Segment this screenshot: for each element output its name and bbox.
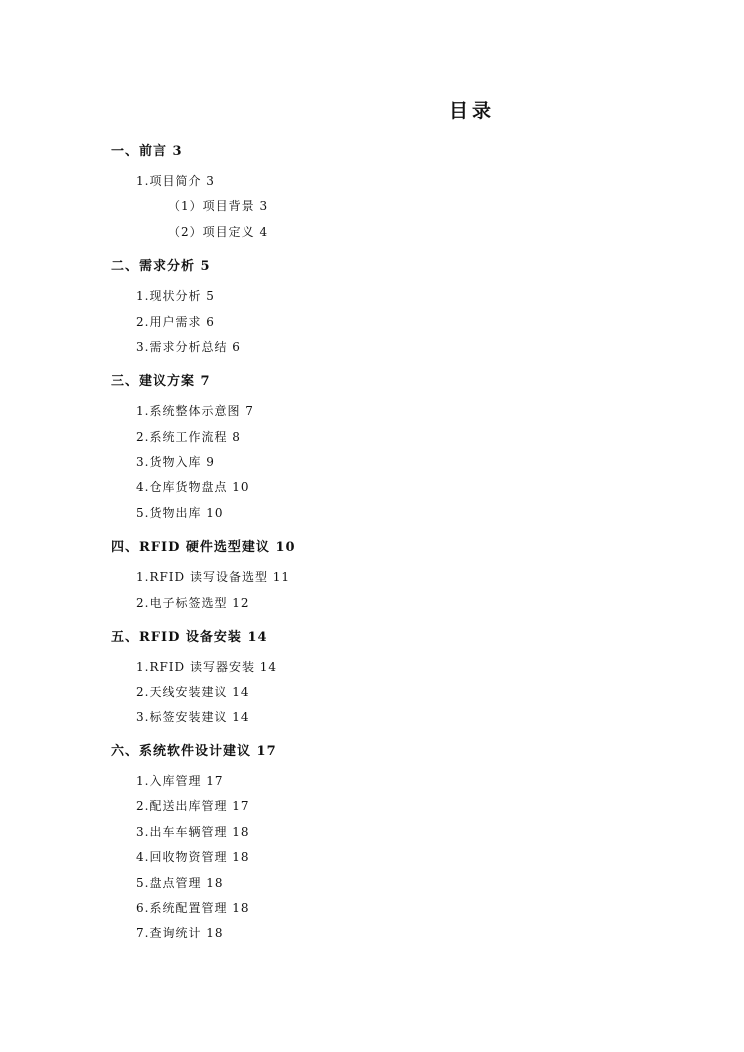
toc-subsection-entry: （1）项目背景 3 [168,199,269,213]
toc-section-entry: 1.现状分析 5 [136,289,215,303]
toc-chapter-entry: 五、RFID 设备安装 14 [111,630,268,645]
toc-chapter-entry: 六、系统软件设计建议 17 [111,744,277,759]
toc-section-entry: 2.配送出库管理 17 [136,799,250,813]
toc-section-entry: 2.电子标签选型 12 [136,596,250,610]
toc-section-entry: 3.出车车辆管理 18 [136,825,250,839]
toc-section-entry: 2.系统工作流程 8 [136,430,241,444]
toc-title: 目录 [448,100,495,122]
toc-section-entry: 3.需求分析总结 6 [136,340,241,354]
toc-section-entry: 4.仓库货物盘点 10 [136,480,250,494]
toc-chapter-entry: 一、前言 3 [111,144,183,159]
toc-section-entry: 1.RFID 读写器安装 14 [136,660,278,674]
toc-section-entry: 5.货物出库 10 [136,506,224,520]
toc-section-entry: 3.货物入库 9 [136,455,215,469]
toc-section-entry: 4.回收物资管理 18 [136,850,250,864]
toc-subsection-entry: （2）项目定义 4 [168,225,269,239]
toc-chapter-entry: 三、建议方案 7 [111,374,211,389]
toc-section-entry: 2.用户需求 6 [136,315,215,329]
toc-section-entry: 1.系统整体示意图 7 [136,404,254,418]
toc-section-entry: 2.天线安装建议 14 [136,685,250,699]
toc-chapter-entry: 四、RFID 硬件选型建议 10 [111,540,296,555]
toc-section-entry: 7.查询统计 18 [136,926,224,940]
toc-section-entry: 3.标签安装建议 14 [136,710,250,724]
toc-section-entry: 1.RFID 读写设备选型 11 [136,570,291,584]
toc-section-entry: 1.项目简介 3 [136,174,215,188]
toc-section-entry: 5.盘点管理 18 [136,876,224,890]
toc-section-entry: 1.入库管理 17 [136,774,224,788]
toc-chapter-entry: 二、需求分析 5 [111,259,211,274]
toc-section-entry: 6.系统配置管理 18 [136,901,250,915]
